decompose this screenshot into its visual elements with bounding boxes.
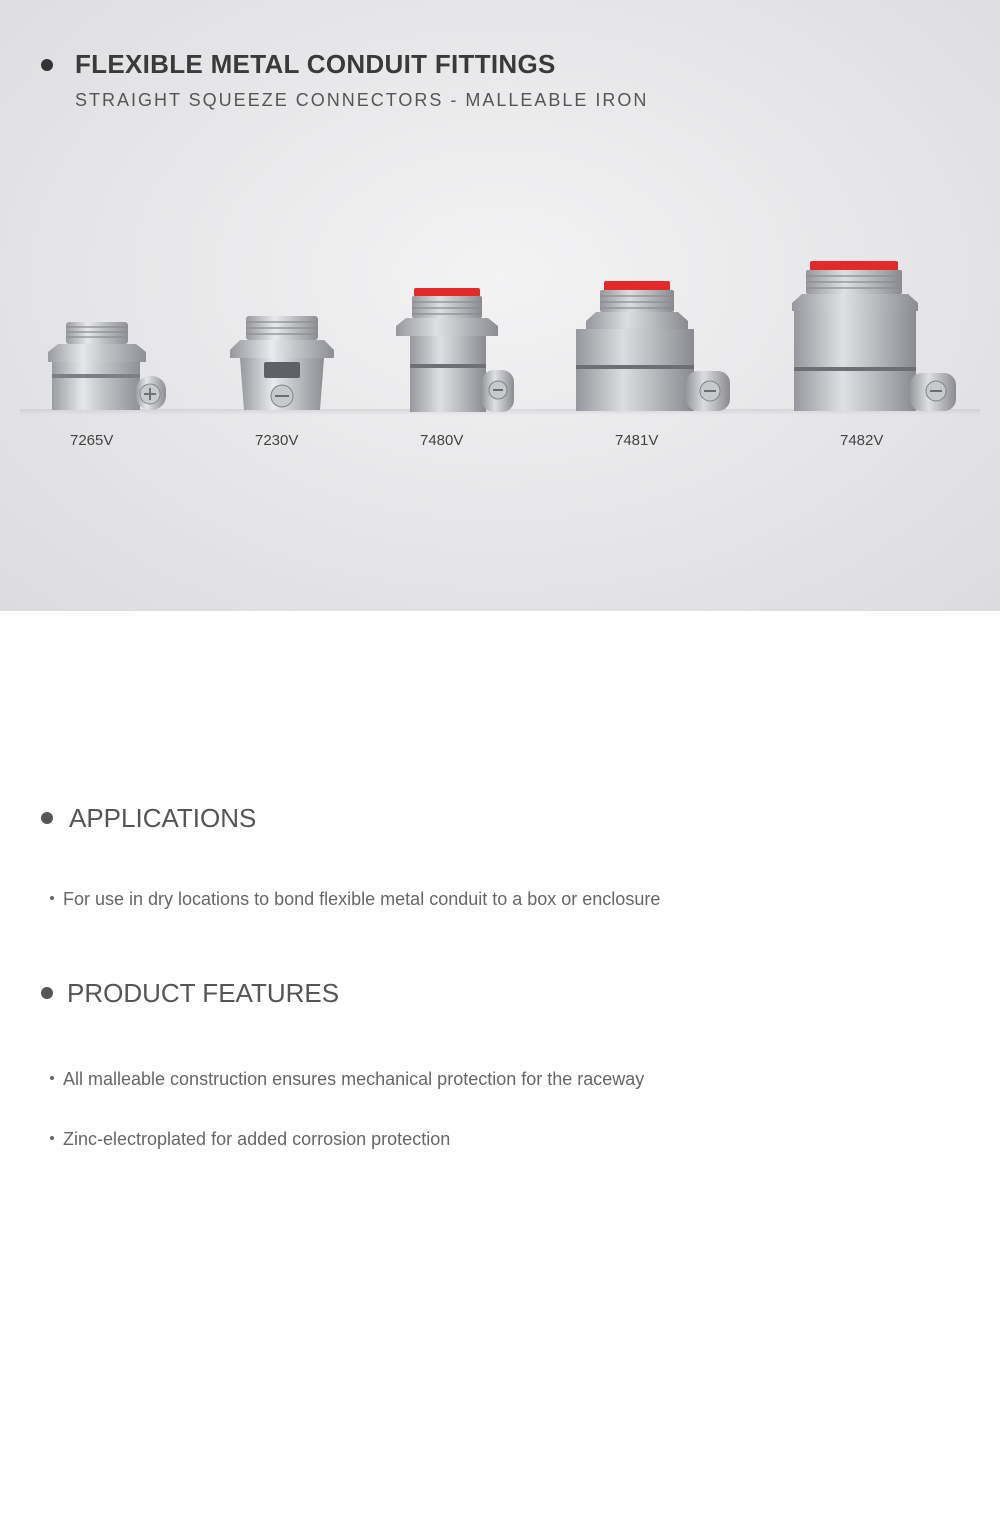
page-subtitle: STRAIGHT SQUEEZE CONNECTORS - MALLEABLE IRON: [75, 90, 649, 110]
list-bullet-icon: [50, 1076, 54, 1080]
bullet-icon: [41, 987, 53, 999]
red-cap: [414, 288, 480, 297]
connector-7265v-image: [40, 318, 170, 418]
product-label: 7482V: [840, 432, 884, 449]
product-7482v: [790, 259, 958, 449]
applications-item-text: For use in dry locations to bond flexible metal conduit to a box or enclosure: [63, 889, 661, 909]
features-item: [50, 1069, 644, 1090]
product-7265v: [40, 318, 170, 449]
page-title: FLEXIBLE METAL CONDUIT FITTINGS: [75, 49, 556, 79]
list-bullet-icon: [50, 1136, 54, 1140]
product-label: 7265V: [70, 432, 114, 449]
features-item-text: Zinc-electroplated for added corrosion protection: [63, 1129, 451, 1149]
connector-7480v-image: [394, 286, 518, 416]
connector-7482v-image: [790, 259, 958, 415]
applications-title: APPLICATIONS: [69, 803, 257, 833]
features-item-text: All malleable construction ensures mechanical protection for the raceway: [63, 1069, 645, 1089]
red-cap: [810, 261, 898, 271]
hero-banner: [0, 0, 1000, 611]
features-title: PRODUCT FEATURES: [67, 978, 340, 1008]
product-7480v: [394, 286, 518, 449]
bullet-icon: [41, 812, 53, 824]
product-label: 7480V: [420, 432, 464, 449]
connector-7230v-image: [228, 312, 338, 416]
bullet-icon: [41, 59, 53, 71]
product-label: 7230V: [255, 432, 299, 449]
features-item: [50, 1129, 450, 1150]
red-cap: [604, 281, 670, 291]
list-bullet-icon: [50, 896, 54, 900]
product-label: 7481V: [615, 432, 659, 449]
connector-7481v-image: [574, 279, 732, 415]
product-7230v: [228, 312, 338, 449]
applications-item: [50, 889, 660, 910]
product-7481v: [574, 279, 732, 449]
